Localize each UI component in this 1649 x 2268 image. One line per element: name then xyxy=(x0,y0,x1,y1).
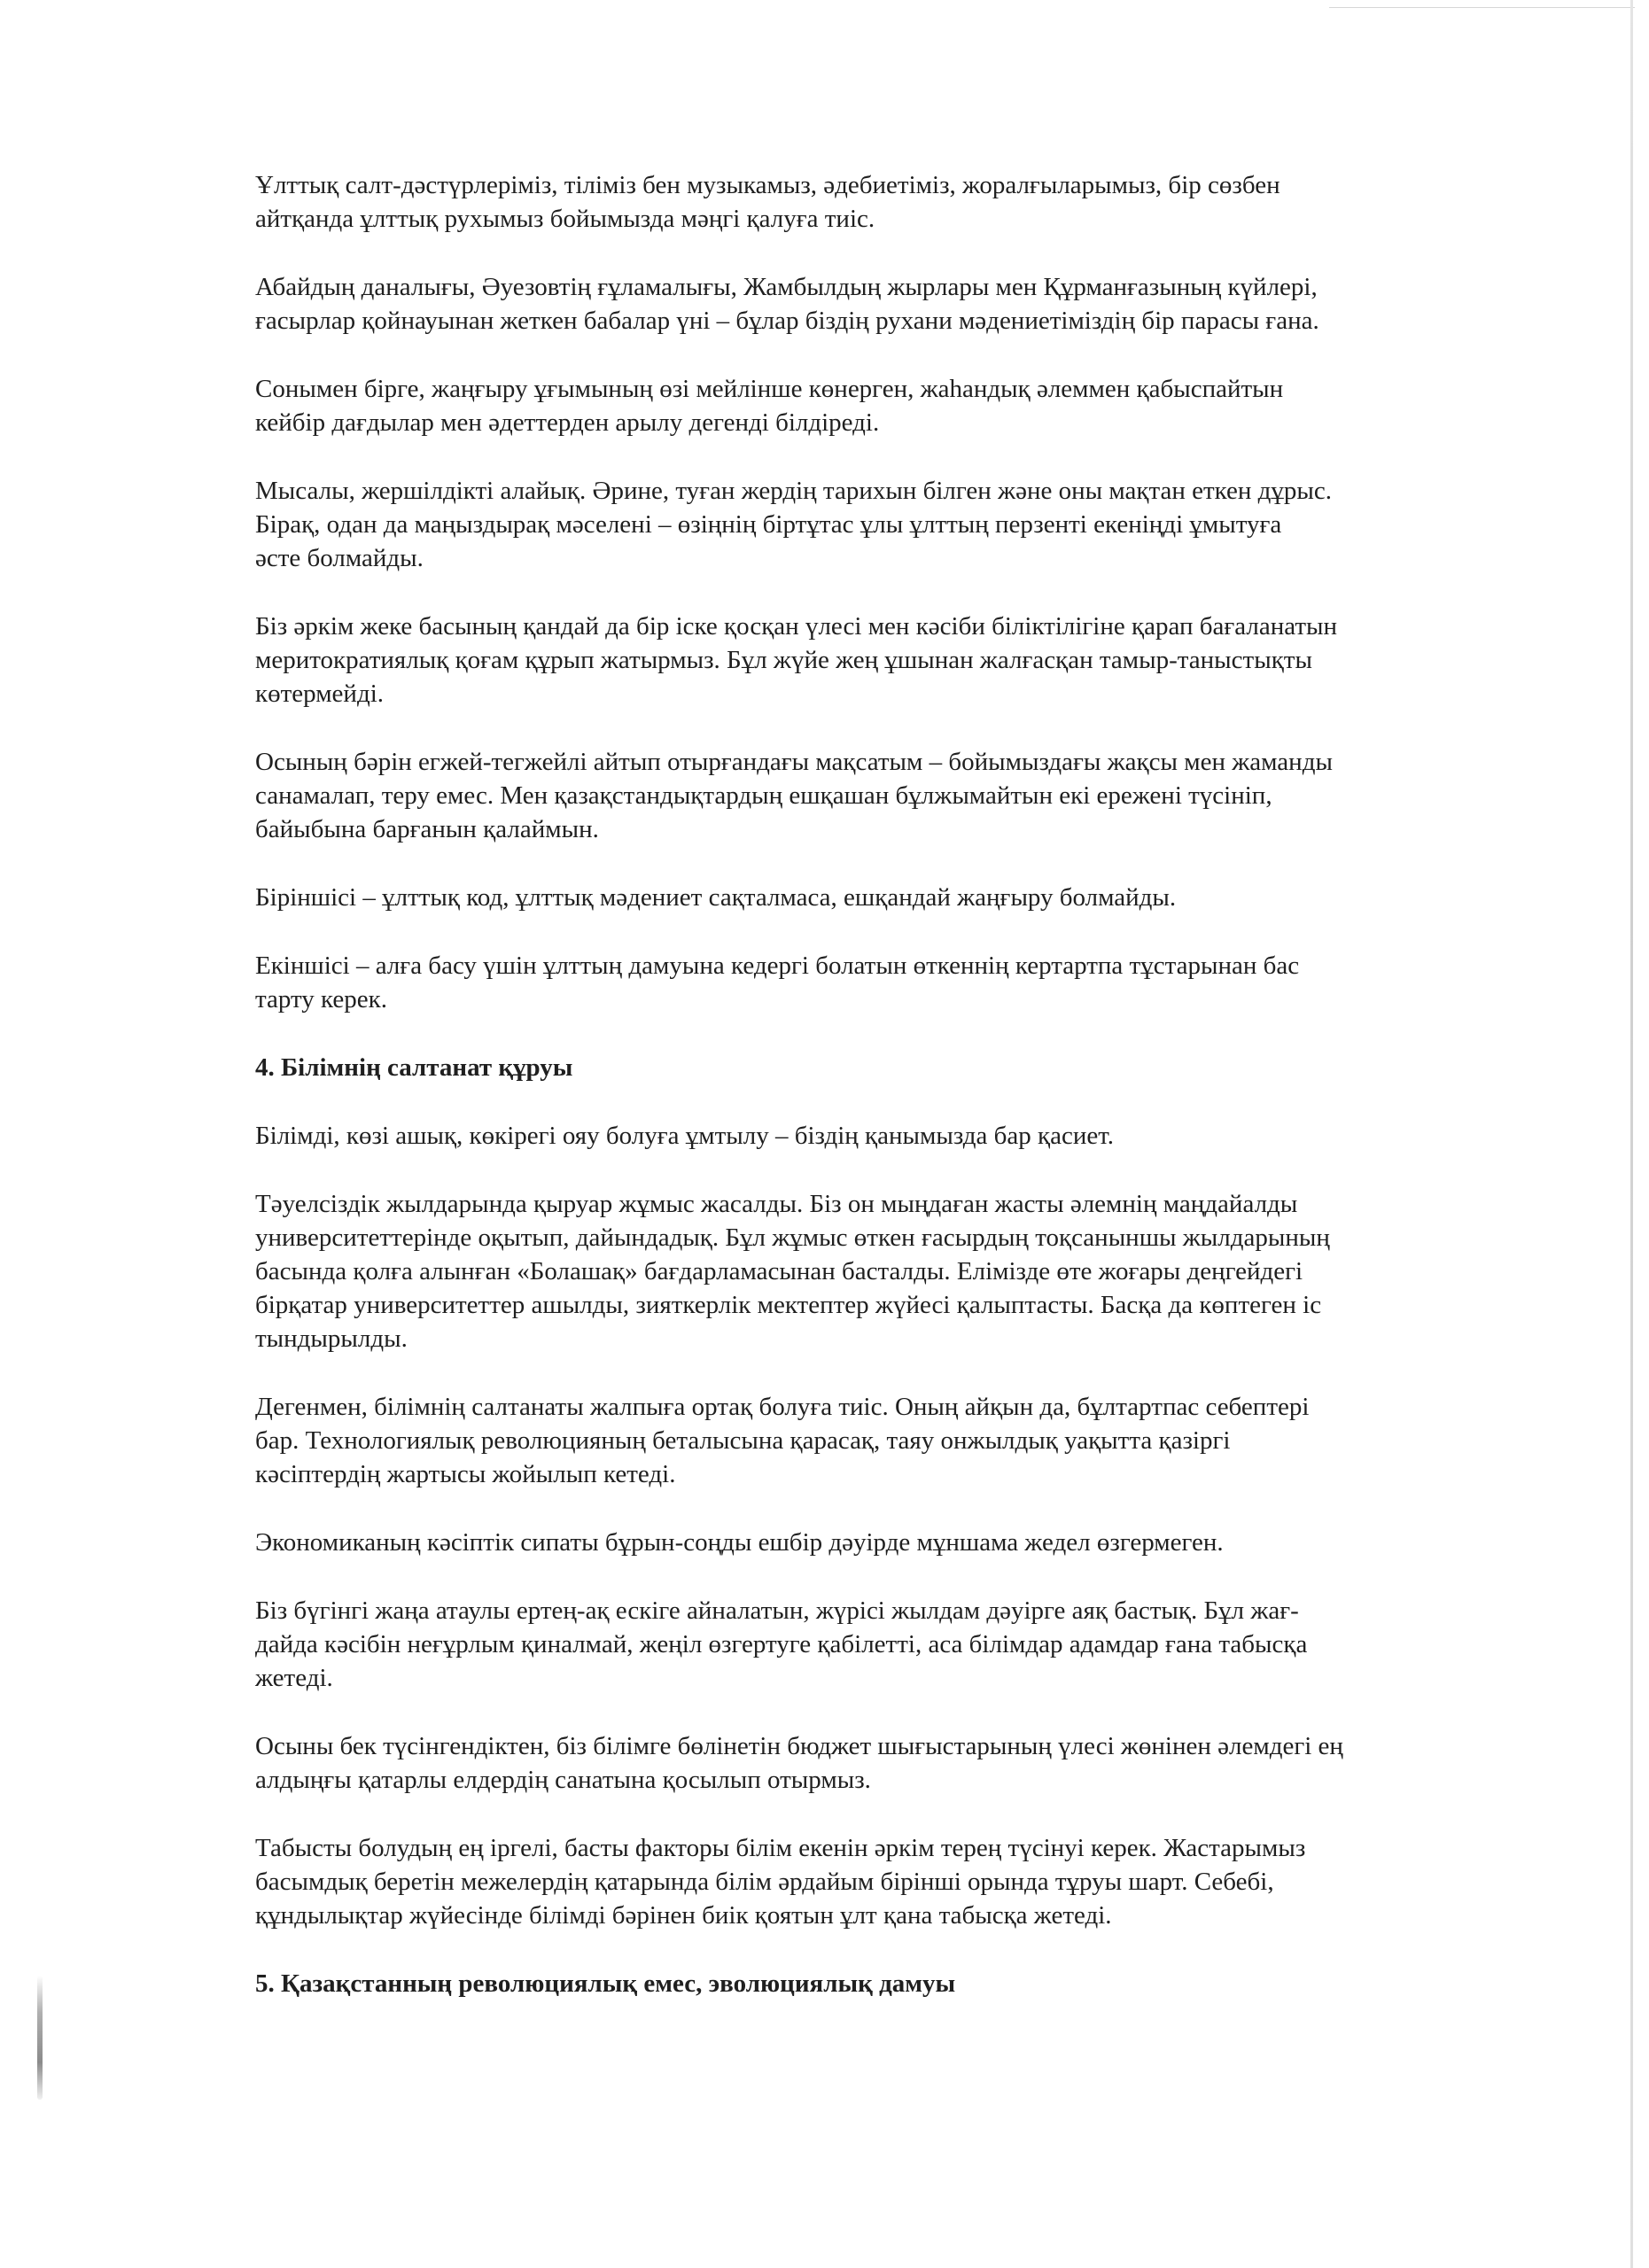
paragraph-line: дайда кәсібін неғұрлым қиналмай, жеңіл өзгертуге қабілетті, аса білімдар адамдар ғана табысқа xyxy=(255,1630,1308,1658)
paragraph-line: бар. Технологиялық революцияның беталысына қарасақ, таяу онжылдық уақытта қазіргі xyxy=(255,1426,1231,1455)
paragraph-line: тарту керек. xyxy=(255,985,388,1014)
paragraph-line: Осыны бек түсінгендіктен, біз білімге бөлінетін бюджет шығыстарының үлесі жөнінен әлемдегі ең xyxy=(255,1732,1343,1760)
paragraph xyxy=(255,1187,1513,1355)
scan-edge-top xyxy=(1329,7,1635,8)
paragraph-line: Білімді, көзі ашық, көкірегі ояу болуға ұмтылу – біздің қанымызда бар қасиет. xyxy=(255,1122,1114,1150)
section-heading-5: 5. Қазақстанның революциялық емес, эволюциялық дамуы xyxy=(255,1969,956,1998)
paragraph-line: құндылықтар жүйесінде білімді бәрінен биік қоятын ұлт қана табысқа жетеді. xyxy=(255,1901,1112,1930)
paragraph-line: тындырылды. xyxy=(255,1324,408,1353)
paragraph xyxy=(255,1390,1513,1491)
paragraph-line: Біріншісі – ұлттық код, ұлттық мәдениет сақталмаса, ешқандай жаңғыру болмайды. xyxy=(255,883,1177,912)
paragraph-line: жетеді. xyxy=(255,1664,333,1692)
paragraph-line: Дегенмен, білімнің салтанаты жалпыға ортақ болуға тиіс. Оның айқын да, бұлтартпас себептері xyxy=(255,1393,1310,1421)
paragraph xyxy=(255,1831,1513,1932)
paragraph-line: Тәуелсіздік жылдарында қыруар жұмыс жасалды. Біз он мыңдаған жасты әлемнің маңдайалды xyxy=(255,1190,1298,1218)
section-heading-4: 4. Білімнің салтанат құруы xyxy=(255,1053,573,1082)
paragraph xyxy=(255,745,1513,846)
paragraph-line: Ұлттық салт-дәстүрлеріміз, тіліміз бен музыкамыз, әдебиетіміз, жоралғыларымыз, бір сөзбен xyxy=(255,171,1280,199)
paragraph-line: Екіншісі – алға басу үшін ұлттың дамуына кедергі болатын өткеннің кертартпа тұстарынан бас xyxy=(255,951,1300,980)
paragraph-line: Абайдың даналығы, Әуезовтің ғұламалығы, Жамбылдың жырлары мен Құрманғазының күйлері, xyxy=(255,273,1318,301)
paragraph-line: университеттерінде оқытып, дайындадық. Бұл жұмыс өткен ғасырдың тоқсаныншы жылдарының xyxy=(255,1223,1330,1252)
paragraph xyxy=(255,1729,1513,1797)
paragraph-line: айтқанда ұлттық рухымыз бойымызда мәңгі қалуға тиіс. xyxy=(255,205,875,233)
paragraph xyxy=(255,610,1513,711)
paragraph-line: көтермейді. xyxy=(255,680,384,708)
paragraph xyxy=(255,1526,1513,1559)
paragraph-line: Сонымен бірге, жаңғыру ұғымының өзі мейлінше көнерген, жаһандық әлеммен қабыспайтын xyxy=(255,375,1284,403)
paragraph-line: байыбына барғанын қалаймын. xyxy=(255,815,599,843)
paragraph xyxy=(255,949,1513,1016)
paragraph-line: әсте болмайды. xyxy=(255,544,424,572)
paragraph-line: Мысалы, жершілдікті алайық. Әрине, туған жердің тарихын білген және оны мақтан еткен дұрыс. xyxy=(255,477,1333,505)
paragraph xyxy=(255,168,1513,236)
paragraph-line: алдыңғы қатарлы елдердің санатына қосылып отырмыз. xyxy=(255,1766,871,1794)
paragraph-group-a xyxy=(255,168,1513,1016)
paragraph-line: басымдық беретін межелердің қатарында білім әрдайым бірінші орында тұруы шарт. Себебі, xyxy=(255,1868,1274,1896)
paragraph-line: Біз бүгінгі жаңа атаулы ертең-ақ ескіге айналатын, жүрісі жылдам дәуірге аяқ бастық. Бұл жағ- xyxy=(255,1596,1299,1625)
paragraph xyxy=(255,1594,1513,1695)
paragraph-line: кәсіптердің жартысы жойылып кетеді. xyxy=(255,1460,676,1488)
scan-edge-right xyxy=(1630,0,1633,2268)
paragraph-line: кейбір дағдылар мен әдеттерден арылу дегенді білдіреді. xyxy=(255,408,880,437)
paragraph-line: санамалап, теру емес. Мен қазақстандықтардың ешқашан бұлжымайтын екі ережені түсініп, xyxy=(255,781,1272,810)
paragraph-line: басында қолға алынған «Болашақ» бағдарламасынан басталды. Елімізде өте жоғары деңгейдегі xyxy=(255,1257,1303,1285)
paragraph xyxy=(255,1119,1513,1153)
paragraph xyxy=(255,881,1513,914)
scan-artifact-mark xyxy=(37,1976,43,2100)
paragraph-group-b xyxy=(255,1119,1513,1932)
paragraph-line: Бірақ, одан да маңыздырақ мәселені – өзіңнің біртұтас ұлы ұлттың перзенті екеніңді ұмытуға xyxy=(255,510,1282,539)
paragraph xyxy=(255,372,1513,439)
paragraph-line: Осының бәрін егжей-тегжейлі айтып отырғандағы мақсатым – бойымыздағы жақсы мен жаманды xyxy=(255,748,1333,776)
paragraph-line: Біз әркім жеке басының қандай да бір іске қосқан үлесі мен кәсіби біліктілігіне қарап бағаланатын xyxy=(255,612,1338,641)
paragraph-line: Экономиканың кәсіптік сипаты бұрын-соңды ешбір дәуірде мұншама жедел өзгермеген. xyxy=(255,1528,1224,1557)
paragraph xyxy=(255,474,1513,575)
paragraph-line: бірқатар университеттер ашылды, зияткерлік мектептер жүйесі қалыптасты. Басқа да көптеген іс xyxy=(255,1291,1322,1319)
paragraph xyxy=(255,270,1513,338)
document-body xyxy=(255,168,1513,2035)
paragraph-line: ғасырлар қойнауынан жеткен бабалар үні – бұлар біздің рухани мәдениетіміздің бір парасы ғана. xyxy=(255,307,1319,335)
paragraph-line: меритократиялық қоғам құрып жатырмыз. Бұл жүйе жең ұшынан жалғасқан тамыр-таныстықты xyxy=(255,646,1312,674)
paragraph-line: Табысты болудың ең іргелі, басты факторы білім екенін әркім терең түсінуі керек. Жастарымыз xyxy=(255,1834,1306,1862)
